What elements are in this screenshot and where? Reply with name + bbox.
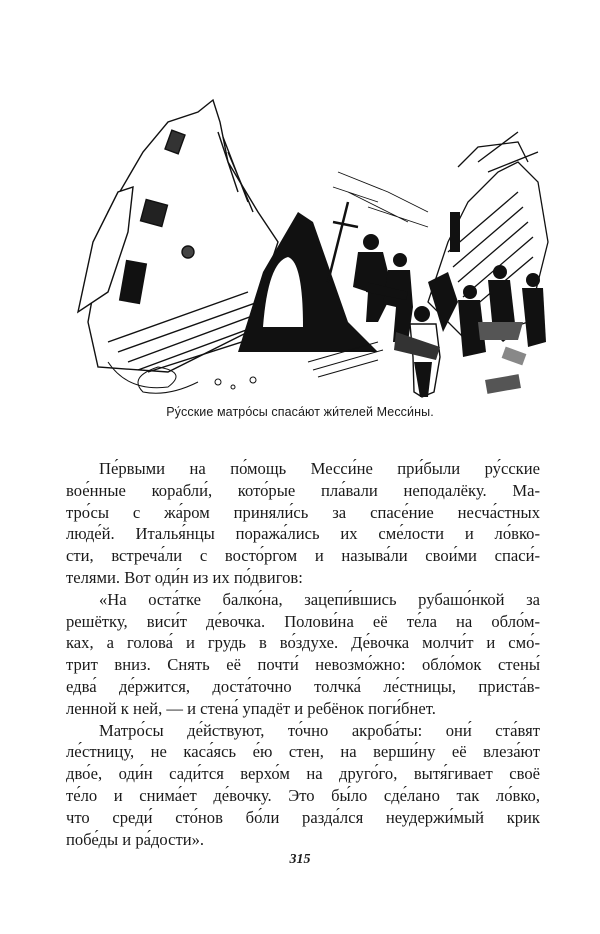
text-line: люде́й. Италья́нцы поража́лись их сме́лости и ло́вко- [66, 524, 540, 544]
text-line: решётку, виси́т де́вочка. Полови́на её те́ла на обло́м- [66, 611, 540, 631]
text-line: что среди́ сто́нов бо́ли разда́лся неудержи́мый крик [66, 807, 540, 827]
text-line: едва́ де́ржится, доста́точно толчка́ ле́стницы, приста́в- [66, 676, 540, 696]
text-line: ленной к ней, — и стена́ упадёт и ребёнок поги́бнет. [66, 698, 436, 718]
illustration-caption: Ру́сские матро́сы спаса́ют жи́телей Месси́ны. [166, 405, 434, 419]
text-line: те́ло и снима́ет де́вочку. Это бы́ло сде́лано так ло́вко, [66, 785, 540, 805]
text-line: дво́е, оди́н сади́тся верхо́м на друго́го, вытя́гивает своё [66, 764, 540, 784]
paragraph-1 [66, 458, 540, 589]
text-line: телями. Вот оди́н из их по́двигов: [66, 567, 303, 587]
text-line: сти, встреча́ли с восто́ргом и называ́ли свои́ми спаси́- [66, 546, 540, 566]
text-line: вое́нные корабли́, кото́рые пла́вали неподалёку. Ма- [66, 480, 540, 500]
paragraph-2-quote [66, 589, 540, 720]
paragraph-3 [66, 720, 540, 851]
page-number: 315 [289, 852, 311, 867]
text-line: ках, а голова́ и грудь в во́здухе. Де́вочка молчи́т и смо́- [66, 633, 540, 653]
text-line: ле́стницу, не каса́ясь е́ю стен, на верши́ну её влеза́ют [66, 742, 540, 762]
text-line: Матро́сы де́йствуют, то́чно акроба́ты: они́ ста́вят [99, 720, 540, 740]
text-line: тро́сы с жа́ром приняли́сь за спасе́ние несча́стных [66, 502, 540, 522]
ruins-drawing [48, 92, 550, 402]
text-line: «На оста́тке балко́на, зацепи́вшись рубашо́нкой за [99, 589, 540, 609]
text-line: трит вниз. Снять её почти́ невозмо́жно: обло́мок стены́ [66, 655, 540, 675]
text-line: побе́ды и ра́дости». [66, 829, 205, 849]
body-text [66, 458, 540, 850]
text-line: Пе́рвыми на по́мощь Месси́не при́были ру́сские [99, 459, 540, 478]
illustration-messina-rescue [48, 92, 550, 402]
